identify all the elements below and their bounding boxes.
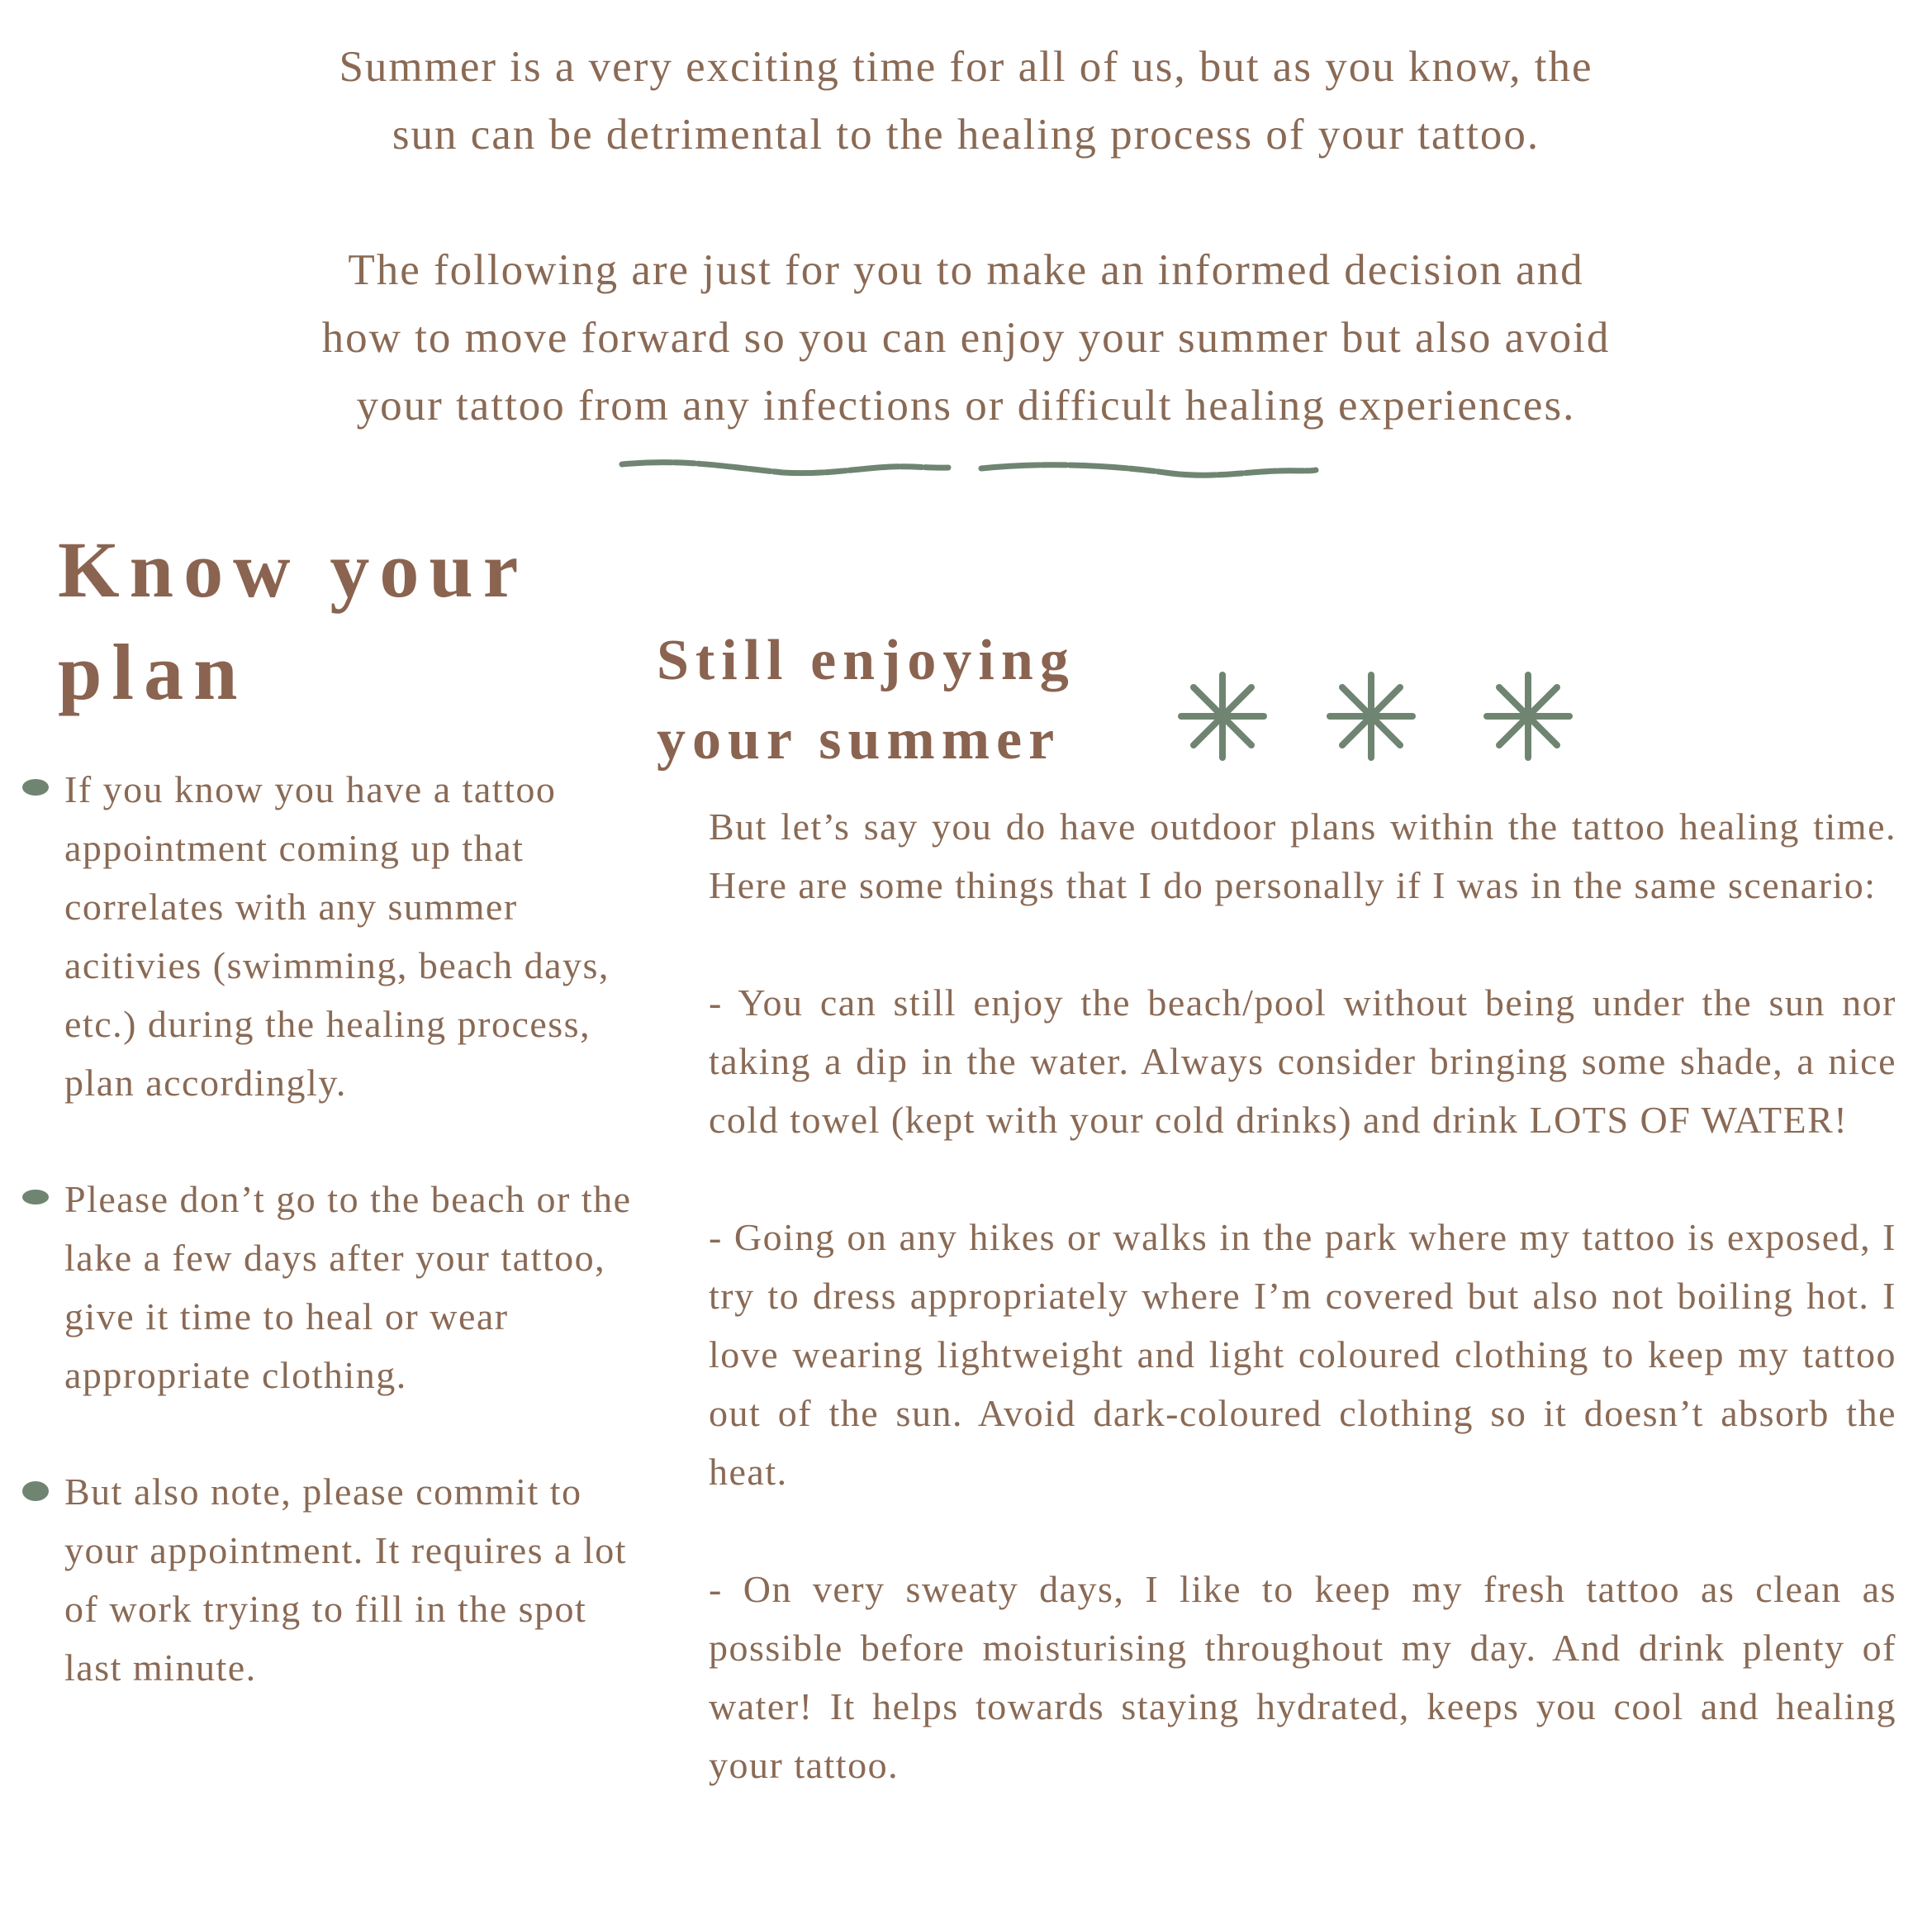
heading-line: your summer [657, 708, 1061, 772]
intro-line: The following are just for you to make an informed decision and [348, 246, 1584, 294]
bullet-text: But also note, please commit to your appointment. It requires a lot of work trying to fill in the spot last minute. [64, 1471, 628, 1689]
bullet-text: Please don’t go to the beach or the lake a few days after your tattoo, give it time to heal or wear appropriate clothing. [64, 1178, 632, 1396]
bullet-text: If you know you have a tattoo appointment coming up that correlates with any summer acitivies (swimming, beach days, etc.) during the healing process, plan accordingly. [64, 768, 610, 1104]
asterisk-star-icon [1487, 675, 1569, 758]
squiggle-divider-icon [618, 450, 1320, 492]
heading-still-enjoying [657, 621, 1075, 780]
heading-line: Still enjoying [657, 629, 1075, 692]
summer-tips-body [709, 797, 1896, 1853]
intro-section [0, 33, 1932, 439]
heading-know-your-plan [58, 519, 528, 724]
heading-line: plan [58, 628, 248, 716]
intro-line: how to move forward so you can enjoy your summer but also avoid [321, 314, 1611, 362]
list-item [21, 760, 632, 1112]
brush-dot-icon [21, 1186, 50, 1208]
paragraph: - On very sweaty days, I like to keep my fresh tattoo as clean as possible before moisturising throughout my day. And drink plenty of water! It helps towards staying hydrated, keeps you cool and healing your tattoo. [709, 1568, 1896, 1786]
brush-dot-icon [21, 1479, 50, 1504]
intro-line: Summer is a very exciting time for all of us, but as you know, the [339, 43, 1593, 91]
asterisk-star-icon [1181, 675, 1264, 758]
asterisk-stars-group [1173, 671, 1602, 770]
heading-line: Know your [58, 525, 529, 614]
paragraph: But let’s say you do have outdoor plans within the tattoo healing time. Here are some things that I do personally if I was in the same scenario: [709, 805, 1896, 906]
list-item [21, 1170, 632, 1404]
paragraph: - Going on any hikes or walks in the park where my tattoo is exposed, I try to dress appropriately where I’m covered but also not boiling hot. I love wearing lightweight and light coloured clothing to keep my tattoo out of the sun. Avoid dark-coloured clothing so it doesn’t absorb the heat. [709, 1216, 1896, 1493]
list-item [21, 1462, 632, 1697]
brush-dot-icon [21, 777, 50, 798]
plan-bullet-list [21, 760, 632, 1755]
paragraph: - You can still enjoy the beach/pool without being under the sun nor taking a dip in the water. Always consider bringing some shade, a nice cold towel (kept with your cold drinks) and drink LOTS OF WATER! [709, 981, 1896, 1141]
intro-line: your tattoo from any infections or difficult healing experiences. [356, 382, 1576, 430]
asterisk-star-icon [1330, 675, 1412, 758]
intro-line: sun can be detrimental to the healing process of your tattoo. [392, 111, 1540, 159]
